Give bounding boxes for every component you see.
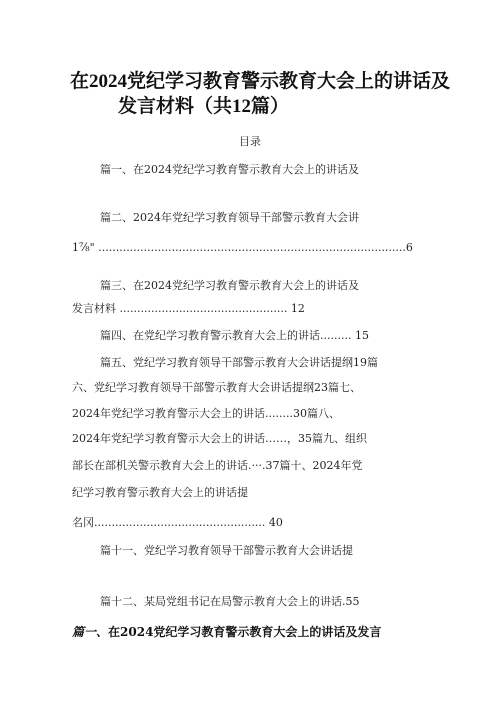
document-title-line-2: 发言材料（共12篇）: [118, 96, 290, 117]
section-heading: [72, 624, 381, 640]
document-title-line-1: 在2024党纪学习教育警示教育大会上的讲话及: [70, 71, 451, 92]
section-heading-text: 在2024党纪学习教育警示教育大会上的讲话及发言: [108, 625, 382, 639]
toc-entry-12[interactable]: 篇十二、某局党组书记在局警示教育大会上的讲话.55: [100, 595, 360, 608]
toc-entry-3-page: 发言材料 ................................................ 12: [72, 302, 305, 315]
toc-entry-4[interactable]: 篇四、在党纪学习教育警示教育大会上的讲话......... 15: [100, 329, 369, 342]
section-heading-number: 篇一、: [72, 625, 109, 639]
toc-entry-10[interactable]: 纪学习教育警示教育大会上的讲话提: [72, 486, 248, 499]
toc-entry-3[interactable]: 篇三、在2024党纪学习教育警示教育大会上的讲话及: [100, 279, 359, 292]
toc-entry-10-page: 名冈................................................. 40: [72, 516, 283, 529]
toc-entry-5[interactable]: 篇五、党纪学习教育领导干部警示教育大会讲话提纲19篇: [100, 356, 378, 369]
toc-entry-2[interactable]: 篇二、2024年党纪学习教育领导干部警示教育大会讲: [100, 211, 359, 224]
toc-entry-9-10[interactable]: 部长在部机关警示教育大会上的讲话.···.37篇十、2024年党: [72, 459, 363, 472]
toc-heading: 目录: [239, 135, 261, 148]
toc-entry-2-page: 1⅞" ........................................................................................6: [72, 241, 413, 254]
toc-entry-6-7[interactable]: 六、党纪学习教育领导干部警示教育大会讲话提纲23篇七、: [72, 381, 361, 394]
toc-entry-8-9[interactable]: 2024年党纪学习教育警示大会上的讲话……，35篇九、组织: [72, 432, 367, 445]
toc-entry-7-8[interactable]: 2024年党纪学习教育警示大会上的讲话........30篇八、: [72, 407, 340, 420]
toc-entry-1[interactable]: 篇一、在2024党纪学习教育警示教育大会上的讲话及: [100, 163, 359, 176]
toc-entry-11[interactable]: 篇十一、党纪学习教育领导干部警示教育大会讲话提: [100, 544, 353, 557]
